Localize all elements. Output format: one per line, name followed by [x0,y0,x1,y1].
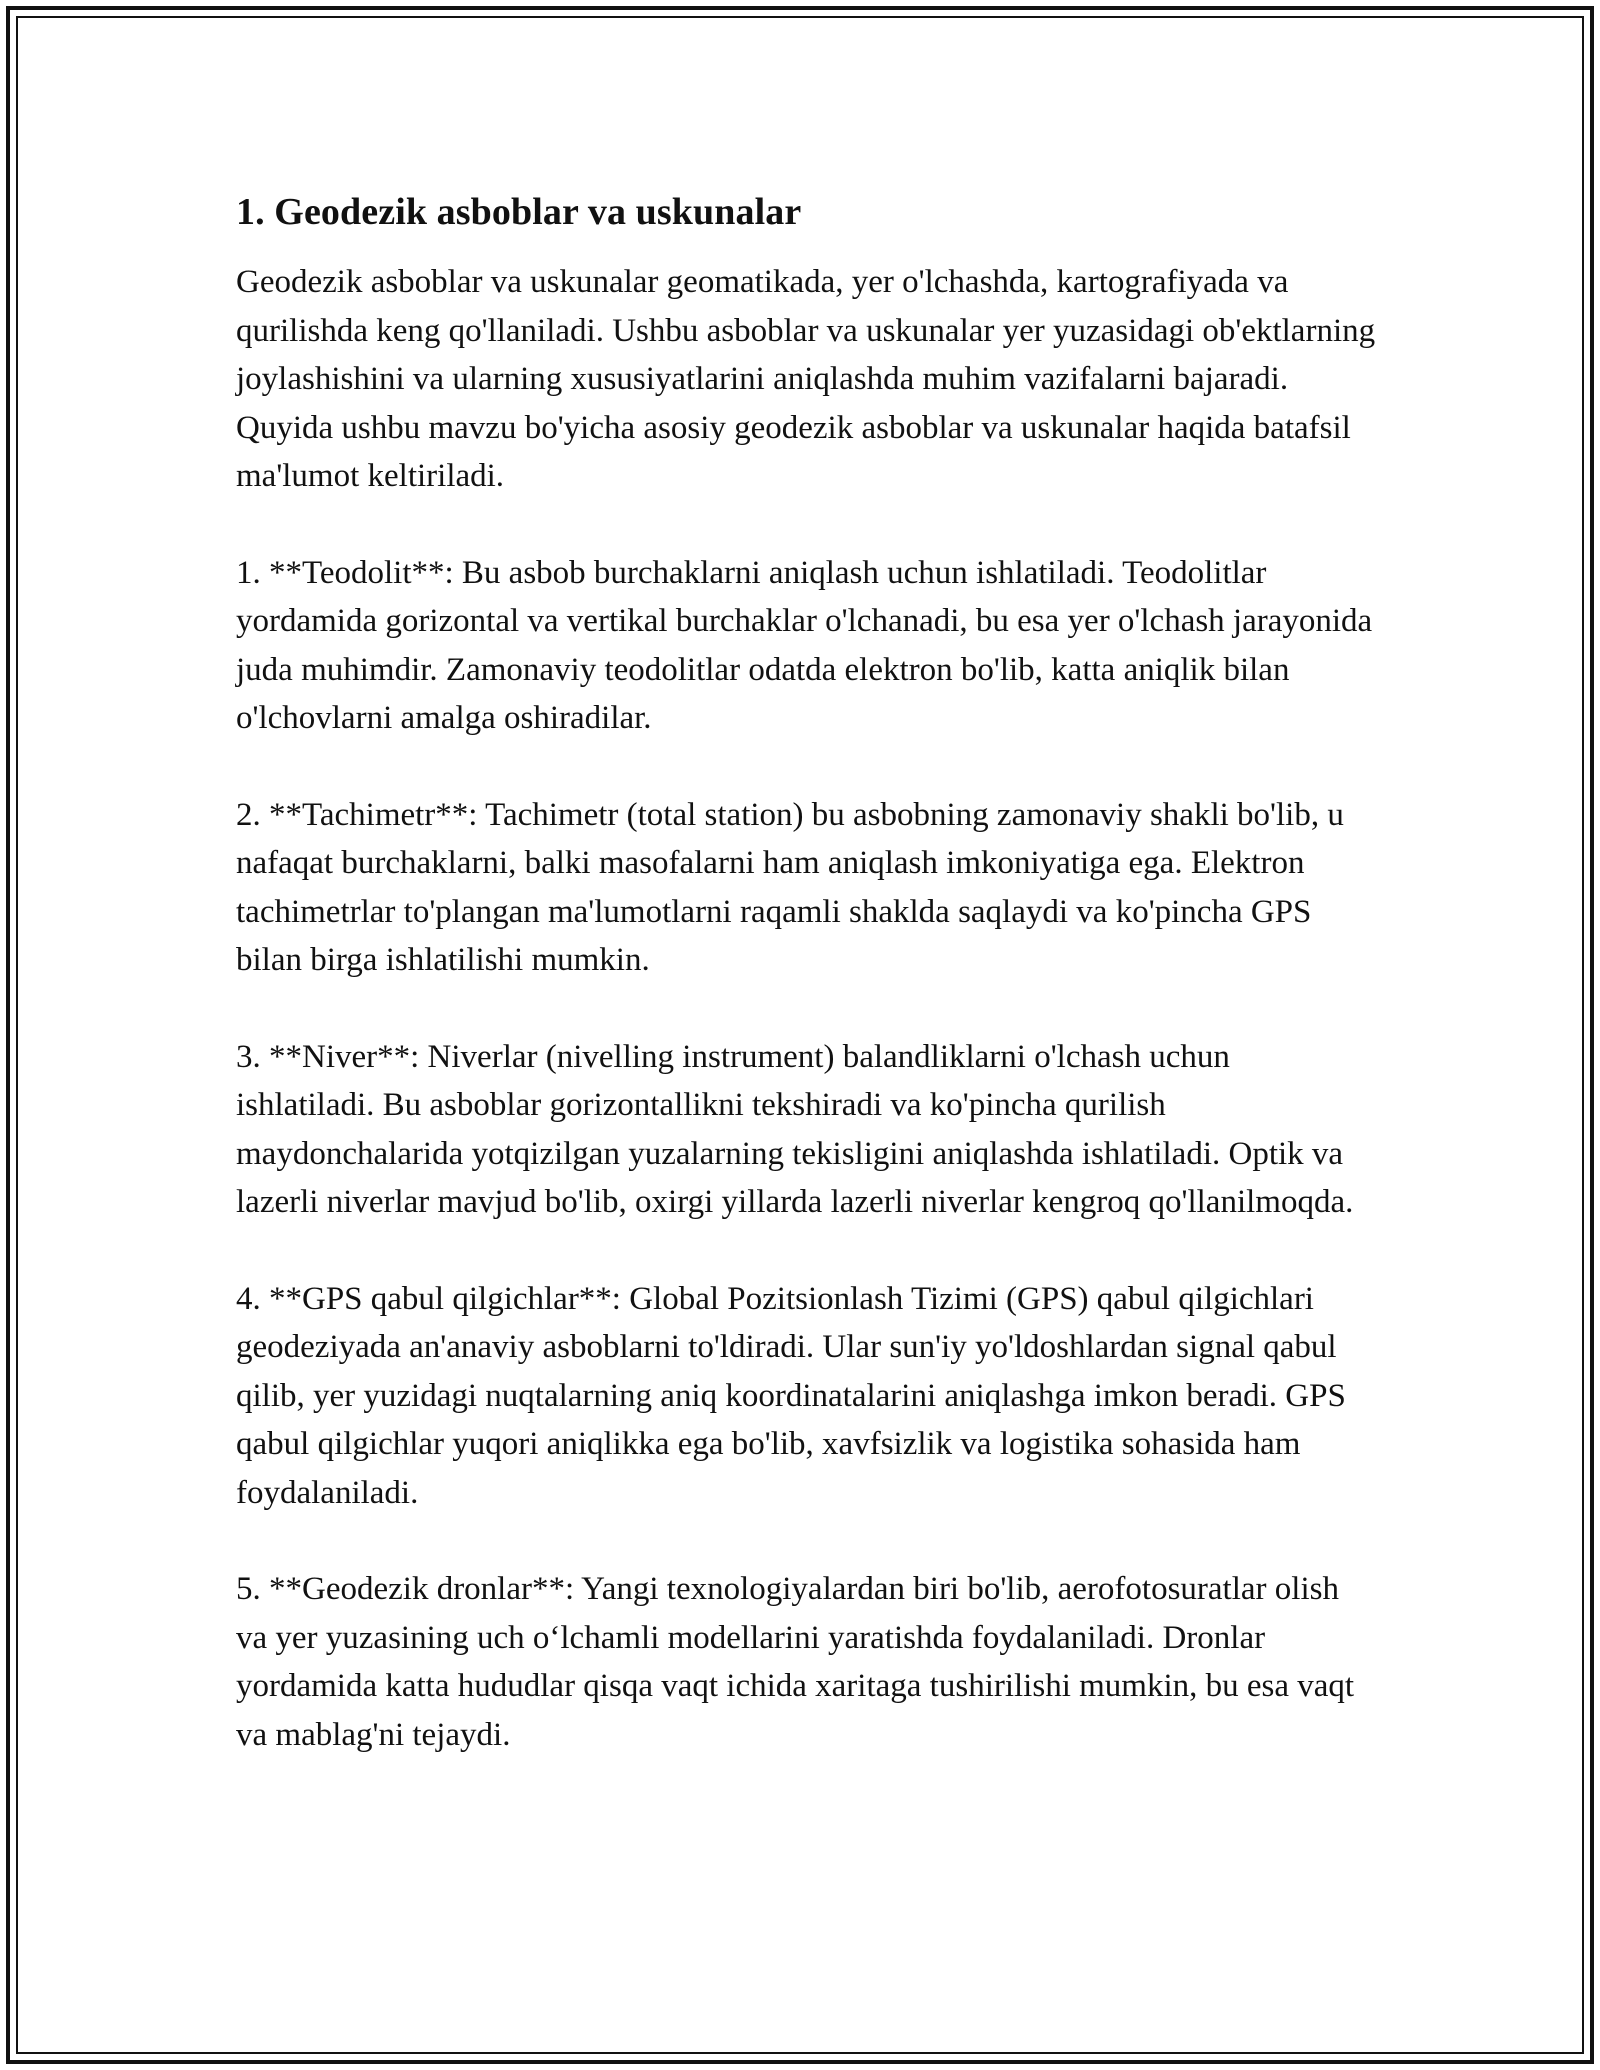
list-item-niver: 3. **Niver**: Niverlar (nivelling instrument) balandliklarni o'lchash uchun ishlatiladi. Bu asboblar gorizontallikni tekshiradi va ko'pincha qurilish maydonchalarida yotqizilgan yuzalarning tekisligini aniqlashda ishlatiladi. Optik va lazerli niverlar mavjud bo'lib, oxirgi yillarda lazerli niverlar kengroq qo'llanilmoqda. [236,1038,1354,1220]
intro-paragraph: Geodezik asboblar va uskunalar geomatikada, yer o'lchashda, kartografiyada va qurilishda keng qo'llaniladi. Ushbu asboblar va uskunalar yer yuzasidagi ob'ektlarning joylashishini va ularning xususiyatlarini aniqlashda muhim vazifalarni bajaradi. Quyida ushbu mavzu bo'yicha asosiy geodezik asboblar va uskunalar haqida batafsil ma'lumot keltiriladi. [236,264,1376,494]
list-item-teodolit: 1. **Teodolit**: Bu asbob burchaklarni aniqlash uchun ishlatiladi. Teodolitlar yordamida gorizontal va vertikal burchaklar o'lchanadi, bu esa yer o'lchash jarayonida juda muhimdir. Zamonaviy teodolitlar odatda elektron bo'lib, katta aniqlik bilan o'lchovlarni amalga oshiradilar. [236,554,1373,736]
document-body [236,186,1376,1807]
list-item-gps: 4. **GPS qabul qilgichlar**: Global Pozitsionlash Tizimi (GPS) qabul qilgichlari geodeziyada an'anaviy asboblarni to'ldiradi. Ular sun'iy yo'ldoshlardan signal qabul qilib, yer yuzidagi nuqtalarning aniq koordinatalarini aniqlashga imkon beradi. GPS qabul qilgichlar yuqori aniqlikka ega bo'lib, xavfsizlik va logistika sohasida ham foydalaniladi. [236,1280,1346,1511]
list-item-tachimetr: 2. **Tachimetr**: Tachimetr (total station) bu asbobning zamonaviy shakli bo'lib, u nafaqat burchaklarni, balki masofalarni ham aniqlash imkoniyatiga ega. Elektron tachimetrlar to'plangan ma'lumotlarni raqamli shaklda saqlaydi va ko'pincha GPS bilan birga ishlatilishi mumkin. [236,796,1344,978]
list-item-dronlar: 5. **Geodezik dronlar**: Yangi texnologiyalardan biri bo'lib, aerofotosuratlar olish va yer yuzasining uch o‘lchamli modellarini yaratishda foydalaniladi. Dronlar yordamida katta hududlar qisqa vaqt ichida xaritaga tushirilishi mumkin, bu esa vaqt va mablag'ni tejaydi. [236,1571,1355,1753]
section-heading: 1. Geodezik asboblar va uskunalar [236,191,802,233]
